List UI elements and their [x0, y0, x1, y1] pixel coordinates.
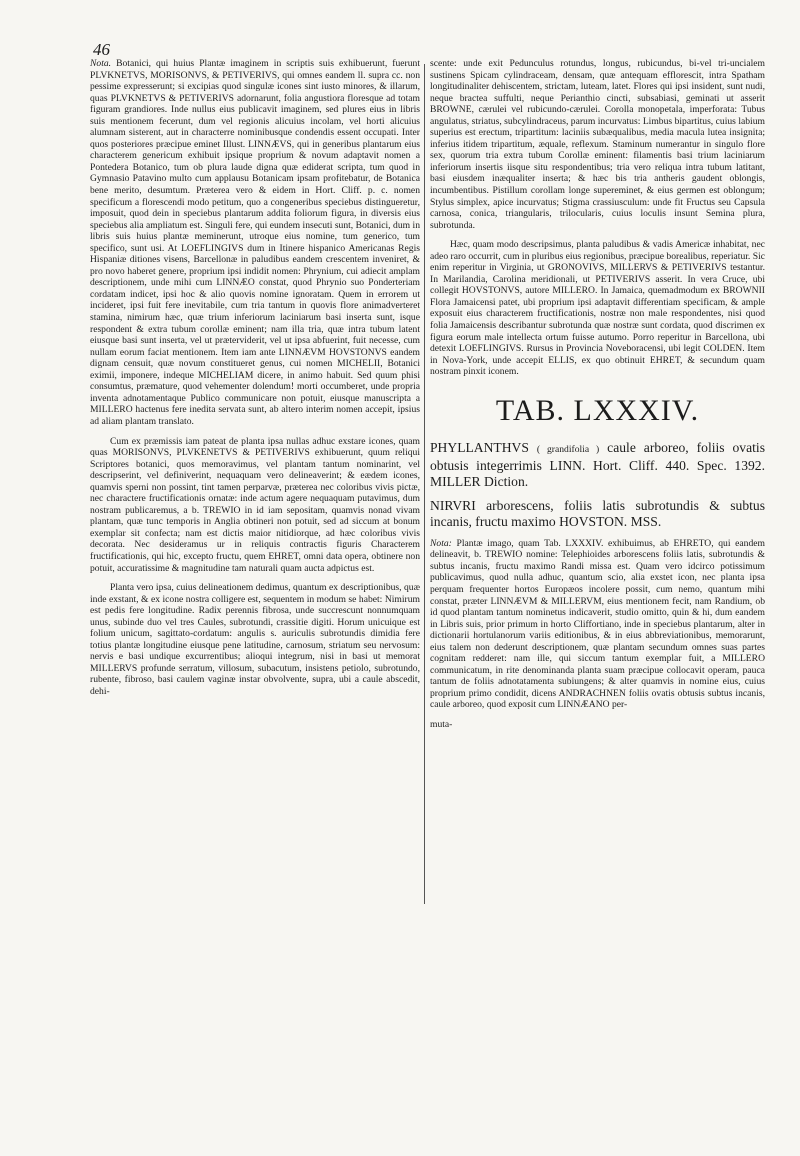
right-paragraph-1 — [430, 58, 765, 231]
nota-label: Nota. — [90, 58, 112, 69]
plate-heading: TAB. LXXXIV. — [495, 393, 700, 427]
entry-phyllanthus — [430, 440, 765, 490]
column-divider — [424, 64, 425, 904]
left-paragraph-2 — [90, 436, 420, 575]
paragraph-text: Planta vero ipsa, cuius delineationem dedimus, quantum ex descriptionibus, quæ inde exstant, & ex icone nostra colligere est, sequentem in modum se habet: Nimirum est pedis fere longitudine. Radix perennis fibrosa, unde succrescunt nonnumquam unus, subinde duo vel tres Caules, subrotundi, crassitie digiti. Horum unicuique est folium unicum, sagittato-cordatum: angulis s. auriculis subrotundis dimidia fere totius plantæ longitudine eiusque pene latitudine, carnosum, striatum seu nervosum: nervis e basi undique excurrentibus; alioqui integrum, nisi in basi ut memorat MILLERVS profunde serratum, villosum, subacutum, insistens petiolo, subrotundo, rubente, fibroso, basi caulem vaginæ instar obvolvente, supra, ubi a caule abscedit, dehi- — [90, 582, 420, 697]
entry-name: PHYLLANTHVS — [430, 439, 529, 455]
entry-text: caule arboreo, foliis ovatis obtusis integerrimis LINN. Hort. Cliff. 440. Spec. 1392. MILLER Diction. — [430, 439, 765, 489]
paragraph-text: Cum ex præmissis iam pateat de planta ipsa nullas adhuc exstare icones, quam quas MORISONVS, PLVKENETVS & PETIVERIVS exhibuerunt, quum reliqui Scriptores botanici, quos memoravimus, vel plantam tantum nominarint, vel descripserint, vel definiverint, nequaquam vero delineaverint; & eædem icones, quamvis sperni non possint, tint tamen perparvæ, præterea nec coloribus vivis pictæ, nec charactere fructificationis ornatæ: inde actum agere nequaquam putavimus, dum nostram publicaremus, a b. TREWIO in id iam sepositam, quamvis nonad vivam plantam, quæ tunc temporis in Anglia obtineri non potuit, sed ad siccum at bonum exemplar sit confecta; nam est dictis maior nitidiorque, ad hæc coloribus vivis decorata. Nec desideramus ur in reliquis contractis figuris Characterem fructificationis, qui hic, excepto fructu, quem EHRET, omni data opera, obtinere non potuit, accuratissime & magnitudine tam naturali quam aucta adpictus est. — [90, 435, 420, 574]
nota-label: Nota: — [430, 537, 452, 549]
paragraph-text: scente: unde exit Pedunculus rotundus, longus, rubicundus, bi-vel tri-uncialem sustinens Spicam cylindraceam, densam, quæ antequam efflorescit, intra Spatham longitudinaliter dehiscentem, strictam, luteam, latet. Flores qui ipsi insident, sunt nudi, neque bractea suffulti, neque Perianthio cincti, subsabiasi, geminati ut asserit BROWNE, cærulei vel rubicundo-cærulei. Corolla monopetala, imperforata: Tubus angulatus, striatus, subcylindraceus, parum incurvatus: Limbus bipartitus, cuius labium superius est erectum, tripartitum: laciniis subæqualibus, media macula lutea insignita; inferius itidem tripartitum, æquale, reflexum. Staminum numerantur in singulo flore sex, quorum tria extra tubum Corollæ eminent: filamentis basi trium laciniarum inferiorum insertis iisque situ respondentibus; tria vero reliqua intra tubum latitant, basi eiusdem inæqualiter inserta; & hæc bis tria antheris gaudent oblongis, incumbentibus. Pistillum corollam longe supereminet, & eius germen est oblongum; Stylus simplex, apice incurvatus; Stigma crassiusculum: unde fit Fructus seu Capsula carnosa, conica, triangularis, trilocularis, cuius loculis insunt Semina plura, subrotunda. — [430, 58, 765, 231]
left-paragraph-1 — [90, 58, 420, 428]
entry-name: NIRVRI — [430, 497, 476, 513]
paragraph-text: Plantæ imago, quam Tab. LXXXIV. exhibuimus, ab EHRETO, qui eandem delineavit, b. TREWIO nomine: Telephioides arborescens foliis latis, subrotundis & subtus incanis, fructu maximo Randi missa est. Quam vero idcirco potissimum publicavimus, quod nulla adhuc, quantum scio, alia exstet icon, nec planta ipsa perquam frequenter hortos Europæos incolere possit, cum nemo, quantum mihi constat, præter LINNÆVM & MILLERVM, eius mentionem fecit, nam Randium, ob id quod plantam tantum nominetus indicaverit, studio omitto, quin & hi, dum eandem in Libris suis, prior primum in horto Cliffortiano, inde in speciebus plantarum, alter in dictionarii hortulanorum variis editionibus, & in eius abbreviationibus, memorarunt, eius talem non dederunt descriptionem, quæ plantam secundum omnes suas partes cognitam redderet: nam ille, qui siccum tantum exemplar fuit, a MILLERO communicatum, in rite denominanda planta suam præcipue collocavit operam, pauca tantum de foliis adnotatamenta subiungens; & alter quamvis in nomine eius, cuius proprium primo condidit, dicens ANDRACHNEN foliis ovatis obtusis subtus incanis, caule arboreo, quod exposit cum LINNÆANO per- — [430, 537, 765, 711]
entry-text: arborescens, foliis latis subrotundis & subtus incanis, fructu maximo HOVSTON. MSS. — [430, 497, 765, 529]
right-column — [430, 58, 765, 739]
entry-qualifier: ( grandifolia ) — [536, 443, 600, 455]
right-paragraph-2 — [430, 239, 765, 378]
paragraph-text: Botanici, qui huius Plantæ imaginem in scriptis suis exhibuerunt, fuerunt PLVKNETVS, MORISONVS, & PETIVERIVS, qui omnes eandem ll. supra cc. non pessime expresserunt; si excipias quod singulæ icones sint iusto minores, & illarum, quas PLVKNETVS & PETIVERIVS adornarunt, folia angustiora floresque ad totam figuram grandiores. Inde nullus eius publicavit imaginem, sed plures eius in libris suis mentionem fecerunt, dum vel regionis alicuius incolam, vel horti alicuius alumnam sisterent, aut in characterre nominibusque condendis essent occupati. Inter quos posteriores præcipue eminet Illust. LINNÆVS, qui in generibus plantarum eius characterem genericum exhibuit ipsique proprium & novum adaptavit nomen a Pontedera Botanico, tum ob plura laude digna quæ ediderat scripta, tum quod in Gymnasio Patavino multo cum applausu Botanicam ipsam profitebatur, de Botanica bene merito, desumtum. Præterea vero & eidem in Hort. Cliff. p. c. nomen specificum a florescendi modo petitum, quo a congeneribus speciebus distingueretur, imposuit, quod dein in speciebus plantarum addita foliorum figura, in diversis eius speciebus alia ampliatum est. Singuli fere, qui eundem insecuti sunt, Botanici, dum in libris suis huius plantæ meminerunt, utroque eius nomine, tum generico, tum specifico, sunt usi. At LOEFLINGIVS dum in Itinere hispanico Americanas Regis Hispaniæ ditiones visens, Barcellonæ in paludibus eandem crescentem inveniret, & pro novo haberet genere, proprium ipsi indidit nomen: Phrynium, cui adiecit amplam descriptionem, unde mihi cum LINNÆO constat, quod Phrynio suo Ponderteriam cordatam indicet, ipsi hoc & alio quovis nomine ignoratam. Quem in errorem ut incideret, ipsi fuit fere inevitabile, cum tria tantum in quovis flore animadverteret stamina, nimirum hæc, quæ trium inferiorum laciniarum basi inserta sunt, isque respondent & extra tubum corollæ eminent; nam illa tria, quæ intra tubum latent eiusque basi sunt inserta, vel ut præterviderit, vel ut ipsa abfuerint, fuit necesse, cum nullam eorum faciat mentionem. Item iam ante LINNÆVM HOVSTONVS eandem dignam censuit, quæ novum constitueret genus, cui nomen MICHELII, Botanici eximii, imponere, indeque MICHELIAM dicere, in animo habuit. Sed quum phisi consumtus, præmature, quod vehementer dolendum! morti occumberet, unde propria inventa adnotamentaque Publico communicare non potuit, eiusque manuscripta a MILLERO hactenus fere inedita servata sunt, ab altero interim nomen accepit, ipsius ad aliam plantam translato. — [90, 58, 420, 427]
paragraph-text: Hæc, quam modo descripsimus, planta paludibus & vadis Americæ inhabitat, nec adeo raro occurrit, cum in pluribus eius regionibus, præcipue borealibus, reperiatur. Sic enim reperitur in Virginia, ut GRONOVIVS, MILLERVS & PETIVERIVS testantur. In Marilandia, Carolina meridionali, ut PETIVERIVS asserit. In vera Cruce, ubi collegit HOVSTONVS, autore MILLERO. In Jamaica, quemadmodum ex BROWNII Flora Jamaicensi patet, ubi proprium ipsi adaptavit differentiam specificam, & ample exposuit eius characterem fructificationis, nostræ non male respondentes, nisi quod folia Jamaicensis describantur subrotunda quæ nostræ sunt cordata, quod discrimen ex figura eorum male intellecta ortum fuisse autumo. Porro reperitur in Barcellona, ubi detexit LOEFLINGIVS. Rursus in Provincia Noveboracensi, ubi legit COLDEN. Item in Nova-York, unde accepit ELLIS, ex quo obtinuit EHRET, & secundum quam nostram pinxit iconem. — [430, 239, 765, 378]
left-paragraph-3 — [90, 582, 420, 697]
page-number: 46 — [93, 40, 110, 59]
catchword: muta- — [430, 718, 453, 730]
right-nota-paragraph — [430, 538, 765, 711]
entry-niruri — [430, 498, 765, 530]
left-column — [90, 58, 420, 706]
